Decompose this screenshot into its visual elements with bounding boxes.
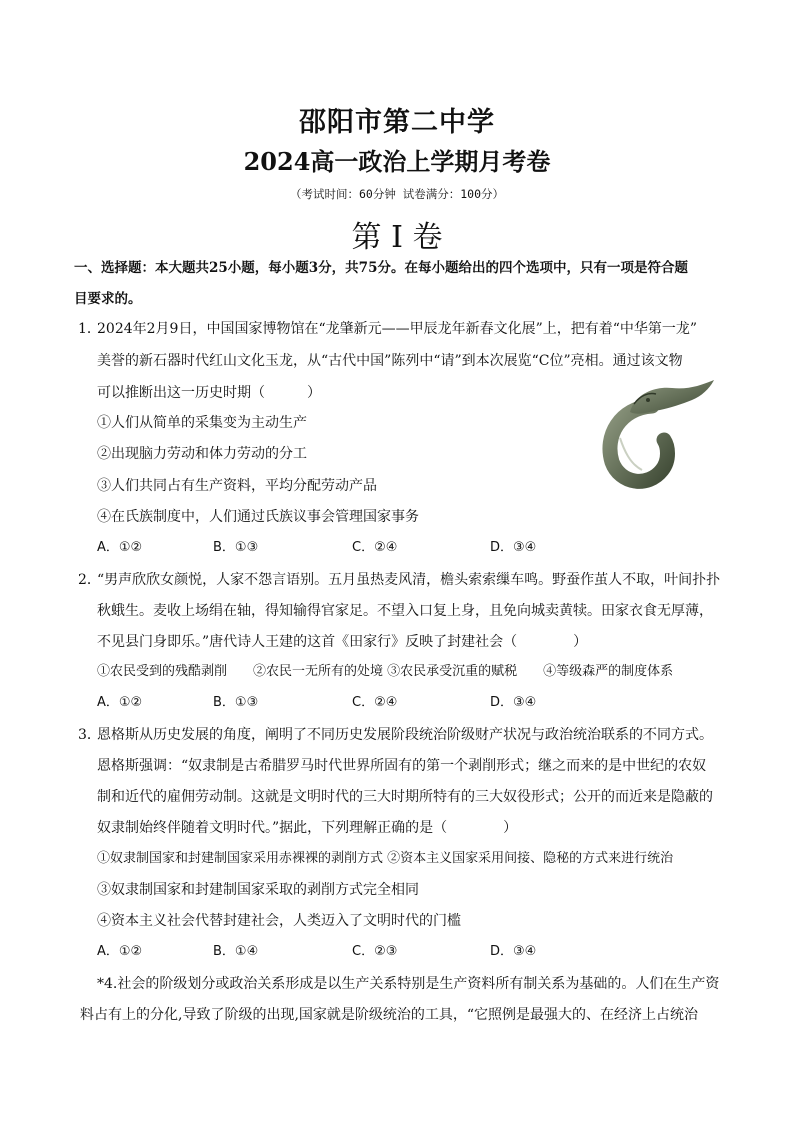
question-2-line: “男声欣欣女颜悦，人家不怨言语别。五月虽热麦风清，檐头索索缫车鸣。野蚕作茧人不取，叶间扑扑	[97, 572, 721, 588]
question-2-line: 秋蛾生。麦收上场绢在轴，得知输得官家足。不望入口复上身，且免向城卖黄犊。田家衣食无厚薄，	[97, 603, 713, 619]
question-4-line: 料占有上的分化,导致了阶级的出现,国家就是阶级统治的工具，“它照例是最强大的、在经济上占统治	[80, 1007, 699, 1023]
school-title: 邵阳市第二中学	[299, 107, 495, 138]
question-3-option-b[interactable]: B．①④	[213, 944, 259, 959]
question-2-option-d[interactable]: D．③④	[490, 695, 537, 710]
question-3-number: 3．	[78, 727, 101, 743]
section-heading-line-2: 目要求的。	[74, 291, 142, 307]
question-2-option-b[interactable]: B．①③	[213, 695, 259, 710]
question-3-item: ③奴隶制国家和封建制国家采取的剥削方式完全相同	[97, 882, 419, 898]
question-1-number: 1．	[78, 321, 101, 337]
exam-title: 2024高一政治上学期月考卷	[243, 147, 551, 176]
question-1-line: 2024年2月9日，中国国家博物馆在“龙肇新元——甲辰龙年新春文化展”上，把有着“中华第一龙”	[97, 321, 698, 337]
jade-dragon-image	[590, 378, 720, 490]
question-1-option-a[interactable]: A．①②	[97, 540, 143, 555]
section-heading-line-1: 一、选择题：本大题共25小题，每小题3分，共75分。在每小题给出的四个选项中，只有一项是符合题	[74, 260, 688, 276]
question-1-option-b[interactable]: B．①③	[213, 540, 259, 555]
question-4-line: *4.社会的阶级划分或政治关系形成是以生产关系特别是生产资料所有制关系为基础的。人们在生产资	[97, 976, 720, 992]
question-1-item: ④在氏族制度中，人们通过氏族议事会管理国家事务	[97, 509, 419, 525]
question-1-option-c[interactable]: C．②④	[352, 540, 398, 555]
question-3-item: ①奴隶制国家和封建制国家采用赤裸裸的剥削方式 ②资本主义国家采用间接、隐秘的方式来进行统治	[97, 851, 674, 866]
question-2-option-c[interactable]: C．②④	[352, 695, 398, 710]
question-2-line: 不见县门身即乐。”唐代诗人王建的这首《田家行》反映了封建社会（ ）	[97, 634, 588, 650]
question-1-item: ②出现脑力劳动和体力劳动的分工	[97, 446, 307, 462]
question-3-option-c[interactable]: C．②③	[352, 944, 398, 959]
question-1-item: ①人们从简单的采集变为主动生产	[97, 415, 307, 431]
question-3-line: 奴隶制始终伴随着文明时代。”据此，下列理解正确的是（ ）	[97, 820, 518, 836]
exam-info: （考试时间：60分钟 试卷满分：100分）	[289, 187, 505, 201]
question-2-items: ①农民受到的残酷剥削 ②农民一无所有的处境 ③农民承受沉重的赋税 ④等级森严的制度体系	[97, 664, 674, 679]
question-3-option-a[interactable]: A．①②	[97, 944, 143, 959]
question-1-line: 可以推断出这一历史时期（ ）	[97, 385, 321, 401]
question-1-option-d[interactable]: D．③④	[490, 540, 537, 555]
question-2-number: 2．	[78, 572, 101, 588]
question-3-option-d[interactable]: D．③④	[490, 944, 537, 959]
question-3-line: 恩格斯从历史发展的角度，阐明了不同历史发展阶段统治阶级财产状况与政治统治联系的不同方式。	[97, 727, 713, 743]
question-1-item: ③人们共同占有生产资料，平均分配劳动产品	[97, 478, 377, 494]
question-3-line: 制和近代的雇佣劳动制。这就是文明时代的三大时期所特有的三大奴役形式；公开的而近来是隐蔽的	[97, 789, 713, 805]
question-2-option-a[interactable]: A．①②	[97, 695, 143, 710]
volume-title: 第 I 卷	[351, 220, 443, 255]
question-1-line: 美誉的新石器时代红山文化玉龙，从“古代中国”陈列中“请”到本次展览“C位”亮相。通过该文物	[97, 353, 683, 369]
question-3-line: 恩格斯强调：“奴隶制是古希腊罗马时代世界所固有的第一个剥削形式；继之而来的是中世纪的农奴	[97, 758, 707, 774]
question-3-item: ④资本主义社会代替封建社会，人类迈入了文明时代的门槛	[97, 913, 461, 929]
